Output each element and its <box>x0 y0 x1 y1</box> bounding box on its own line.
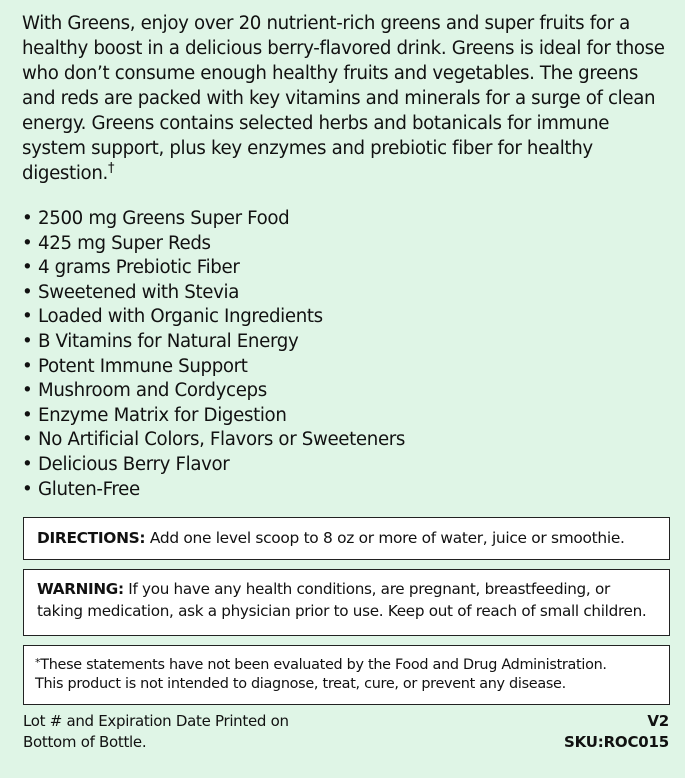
list-item <box>22 428 405 453</box>
list-item <box>22 478 405 503</box>
list-item-label: Delicious Berry Flavor <box>38 453 230 475</box>
disclaimer-text-1: These statements have not been evaluated by the Food and Drug Administration. <box>40 657 607 673</box>
list-item-label: 2500 mg Greens Super Food <box>38 208 290 229</box>
bullet-icon: • <box>22 429 33 451</box>
list-item <box>22 207 405 232</box>
feature-list <box>22 207 405 502</box>
list-item-label: Potent Immune Support <box>38 355 248 377</box>
warning-label: WARNING: <box>37 580 124 598</box>
disclaimer-box <box>23 645 670 705</box>
list-item <box>22 379 405 404</box>
intro-paragraph <box>22 11 672 186</box>
list-item-label: Gluten-Free <box>38 478 140 500</box>
bullet-icon: • <box>22 232 33 254</box>
bullet-icon: • <box>22 355 33 377</box>
disclaimer-line-1 <box>35 653 661 675</box>
bullet-icon: • <box>22 257 33 279</box>
list-item-label: No Artificial Colors, Flavors or Sweeteners <box>38 429 406 451</box>
bullet-icon: • <box>22 306 33 328</box>
lot-info <box>23 711 353 753</box>
list-item-label: 4 grams Prebiotic Fiber <box>38 257 240 279</box>
bullet-icon: • <box>22 404 33 426</box>
version-label: V2 <box>647 712 669 730</box>
list-item-label: Enzyme Matrix for Digestion <box>38 404 287 426</box>
warning-text: If you have any health conditions, are pregnant, breastfeeding, or taking medication, ask a physician prior to use. Keep out of reach of small children. <box>37 580 647 620</box>
disclaimer-line-2: This product is not intended to diagnose, treat, cure, or prevent any disease. <box>35 676 566 692</box>
list-item <box>22 453 405 478</box>
product-codes <box>564 711 669 753</box>
list-item <box>22 281 405 306</box>
list-item-label: B Vitamins for Natural Energy <box>38 330 299 352</box>
warning-box <box>23 569 670 636</box>
list-item <box>22 330 405 355</box>
list-item-label: Loaded with Organic Ingredients <box>38 306 323 328</box>
list-item-label: Sweetened with Stevia <box>38 281 240 303</box>
bullet-icon: • <box>22 208 33 229</box>
list-item <box>22 355 405 380</box>
bullet-icon: • <box>22 478 33 500</box>
dagger-mark: † <box>107 161 115 176</box>
asterisk-mark: * <box>35 656 41 669</box>
bullet-icon: • <box>22 281 33 303</box>
lot-info-line-1: Lot # and Expiration Date Printed on <box>23 712 289 730</box>
intro-text: With Greens, enjoy over 20 nutrient-rich greens and super fruits for a healthy boost in a delicious berry-flavored drink. Greens is ideal for those who don’t consume enough healthy fruits and vegetables. The greens and reds are packed with key vitamins and minerals for a surge of clean energy. Greens contains selected herbs and botanicals for immune system support, plus key enzymes and prebiotic fiber for healthy digestion. <box>22 13 665 184</box>
list-item <box>22 404 405 429</box>
list-item <box>22 256 405 281</box>
bullet-icon: • <box>22 453 33 475</box>
list-item <box>22 232 405 257</box>
list-item-label: 425 mg Super Reds <box>38 232 211 254</box>
directions-text: Add one level scoop to 8 oz or more of water, juice or smoothie. <box>145 529 625 547</box>
lot-info-line-2: Bottom of Bottle. <box>23 733 147 751</box>
list-item-label: Mushroom and Cordyceps <box>38 380 267 402</box>
sku-label: SKU:ROC015 <box>564 733 669 751</box>
directions-label: DIRECTIONS: <box>37 529 146 547</box>
list-item <box>22 305 405 330</box>
bullet-icon: • <box>22 380 33 402</box>
bullet-icon: • <box>22 330 33 352</box>
directions-box <box>23 517 670 560</box>
